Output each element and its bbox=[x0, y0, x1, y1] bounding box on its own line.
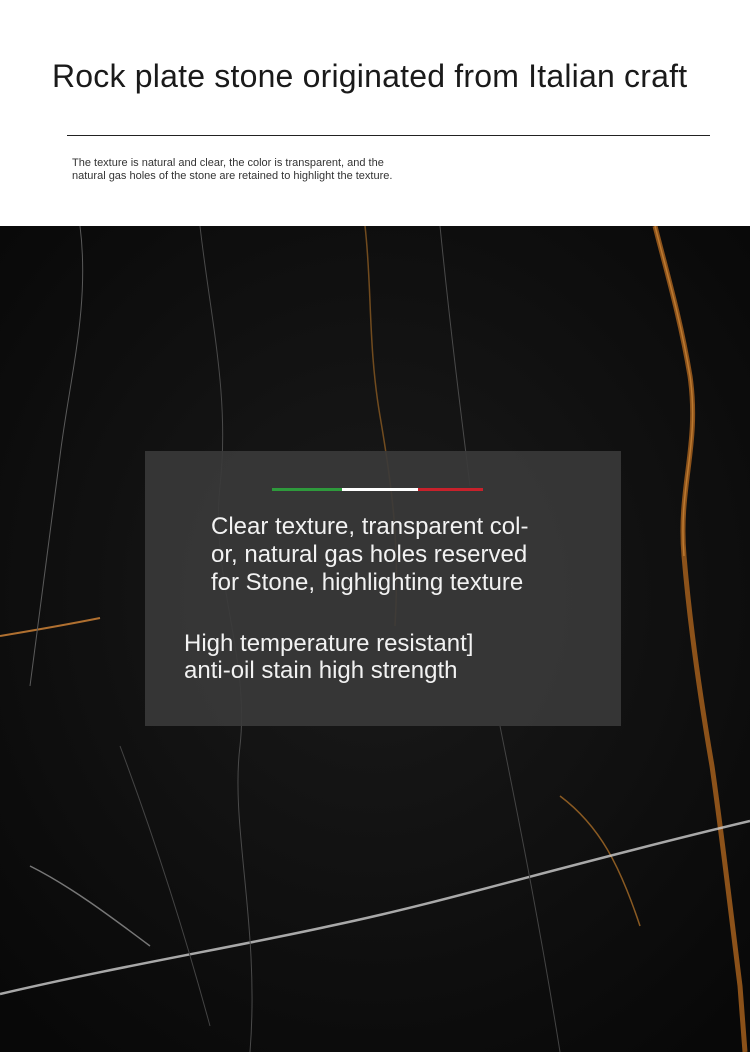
description bbox=[72, 157, 442, 183]
description-line-2: natural gas holes of the stone are retained to highlight the texture. bbox=[72, 170, 393, 182]
feature-panel bbox=[145, 451, 621, 726]
divider bbox=[67, 135, 710, 136]
italian-flag-bar bbox=[272, 488, 483, 491]
flag-green-segment bbox=[272, 488, 342, 491]
description-line-1: The texture is natural and clear, the color is transparent, and the bbox=[72, 157, 384, 169]
flag-white-segment bbox=[342, 488, 418, 491]
page-title: Rock plate stone originated from Italian craft bbox=[52, 58, 688, 94]
feature-text-secondary bbox=[184, 630, 584, 684]
flag-red-segment bbox=[418, 488, 483, 491]
marble-image bbox=[0, 226, 750, 1052]
feature-line-5: anti-oil stain high strength bbox=[184, 657, 458, 684]
feature-line-3: for Stone, highlighting texture bbox=[211, 569, 524, 596]
feature-text-primary bbox=[211, 513, 581, 597]
feature-line-1: Clear texture, transparent col- bbox=[211, 513, 529, 540]
feature-line-2: or, natural gas holes reserved bbox=[211, 541, 528, 568]
feature-line-4: High temperature resistant] bbox=[184, 630, 474, 657]
header-section bbox=[0, 0, 750, 226]
